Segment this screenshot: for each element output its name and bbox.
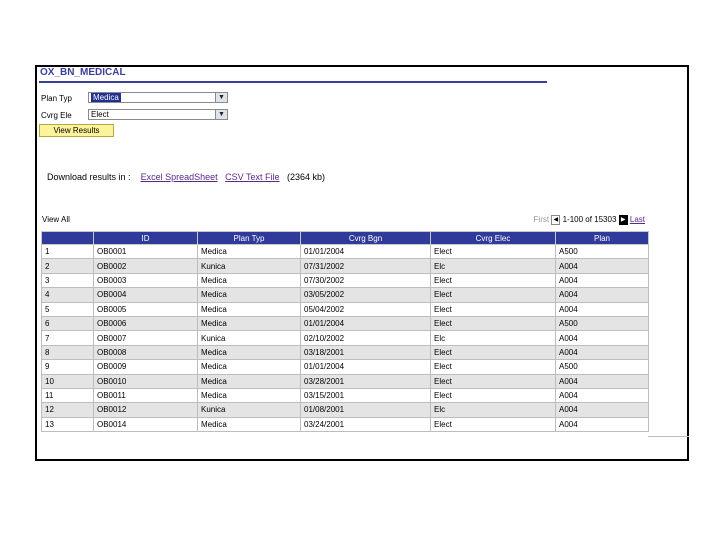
row-number-cell: 2 <box>42 259 94 273</box>
file-size: (2364 kb) <box>287 172 326 182</box>
view-results-button[interactable]: View Results <box>39 124 114 137</box>
plan-cell: A500 <box>556 245 649 259</box>
page-title: OX_BN_MEDICAL <box>40 67 126 78</box>
row-number-cell: 7 <box>42 331 94 345</box>
column-header-coverage-begin[interactable]: Cvrg Bgn <box>301 232 431 245</box>
pager <box>534 215 645 225</box>
coverage-elect-cell: Elc <box>431 259 556 273</box>
plan-type-cell: Medica <box>198 417 301 431</box>
table-row[interactable] <box>42 288 649 302</box>
plan-cell: A004 <box>556 259 649 273</box>
id-cell: OB0009 <box>94 360 198 374</box>
previous-page-icon[interactable]: ◀ <box>551 215 560 225</box>
row-number-cell: 13 <box>42 417 94 431</box>
plan-cell: A004 <box>556 403 649 417</box>
plan-type-value: Medica <box>93 93 119 102</box>
download-label: Download results in : <box>47 172 131 182</box>
plan-type-select[interactable] <box>88 92 228 103</box>
coverage-elect-select[interactable] <box>88 109 228 120</box>
coverage-elect-cell: Elc <box>431 331 556 345</box>
id-cell: OB0001 <box>94 245 198 259</box>
results-table <box>41 231 649 432</box>
plan-cell: A500 <box>556 360 649 374</box>
coverage-begin-cell: 03/28/2001 <box>301 374 431 388</box>
row-number-cell: 3 <box>42 273 94 287</box>
coverage-begin-cell: 03/05/2002 <box>301 288 431 302</box>
id-cell: OB0011 <box>94 388 198 402</box>
table-row[interactable] <box>42 273 649 287</box>
plan-type-cell: Kunica <box>198 259 301 273</box>
column-header-plan[interactable]: Plan <box>556 232 649 245</box>
coverage-begin-cell: 05/04/2002 <box>301 302 431 316</box>
table-row[interactable] <box>42 374 649 388</box>
plan-type-cell: Kunica <box>198 331 301 345</box>
chevron-down-icon[interactable]: ▼ <box>215 110 227 119</box>
row-number-cell: 9 <box>42 360 94 374</box>
table-row[interactable] <box>42 360 649 374</box>
row-number-cell: 8 <box>42 345 94 359</box>
excel-download-link[interactable]: Excel SpreadSheet <box>140 172 218 182</box>
table-row[interactable] <box>42 302 649 316</box>
plan-cell: A004 <box>556 374 649 388</box>
row-number-cell: 11 <box>42 388 94 402</box>
coverage-begin-cell: 07/31/2002 <box>301 259 431 273</box>
id-cell: OB0012 <box>94 403 198 417</box>
coverage-begin-cell: 01/08/2001 <box>301 403 431 417</box>
coverage-begin-cell: 02/10/2002 <box>301 331 431 345</box>
column-header-plan-type[interactable]: Plan Typ <box>198 232 301 245</box>
table-row[interactable] <box>42 345 649 359</box>
first-page-link[interactable]: First <box>533 215 550 225</box>
coverage-elect-cell: Elect <box>431 374 556 388</box>
next-page-icon[interactable]: ▶ <box>619 215 628 225</box>
id-cell: OB0003 <box>94 273 198 287</box>
plan-cell: A500 <box>556 316 649 330</box>
plan-cell: A004 <box>556 331 649 345</box>
chevron-down-icon[interactable]: ▼ <box>215 93 227 102</box>
coverage-elect-cell: Elect <box>431 417 556 431</box>
coverage-elect-cell: Elect <box>431 345 556 359</box>
id-cell: OB0014 <box>94 417 198 431</box>
row-number-cell: 4 <box>42 288 94 302</box>
plan-type-cell: Medica <box>198 273 301 287</box>
column-header-id[interactable]: ID <box>94 232 198 245</box>
id-cell: OB0007 <box>94 331 198 345</box>
coverage-begin-cell: 01/01/2004 <box>301 360 431 374</box>
coverage-begin-cell: 01/01/2004 <box>301 245 431 259</box>
last-page-link[interactable]: Last <box>629 215 645 225</box>
plan-type-cell: Medica <box>198 245 301 259</box>
id-cell: OB0010 <box>94 374 198 388</box>
title-divider <box>39 81 547 83</box>
row-number-cell: 12 <box>42 403 94 417</box>
coverage-begin-cell: 01/01/2004 <box>301 316 431 330</box>
plan-cell: A004 <box>556 288 649 302</box>
plan-type-cell: Medica <box>198 360 301 374</box>
coverage-elect-cell: Elect <box>431 273 556 287</box>
row-number-cell: 6 <box>42 316 94 330</box>
plan-cell: A004 <box>556 273 649 287</box>
coverage-elect-cell: Elect <box>431 288 556 302</box>
coverage-begin-cell: 03/15/2001 <box>301 388 431 402</box>
plan-type-cell: Medica <box>198 388 301 402</box>
table-row[interactable] <box>42 316 649 330</box>
table-header-row <box>42 232 649 245</box>
download-row <box>47 172 325 182</box>
coverage-begin-cell: 03/24/2001 <box>301 417 431 431</box>
plan-type-cell: Medica <box>198 374 301 388</box>
table-row[interactable] <box>42 331 649 345</box>
coverage-elect-cell: Elect <box>431 245 556 259</box>
table-row[interactable] <box>42 417 649 431</box>
plan-cell: A004 <box>556 388 649 402</box>
plan-type-cell: Medica <box>198 302 301 316</box>
plan-type-cell: Medica <box>198 316 301 330</box>
plan-type-cell: Kunica <box>198 403 301 417</box>
plan-cell: A004 <box>556 417 649 431</box>
coverage-begin-cell: 03/18/2001 <box>301 345 431 359</box>
table-row[interactable] <box>42 388 649 402</box>
plan-type-cell: Medica <box>198 288 301 302</box>
coverage-elect-cell: Elc <box>431 403 556 417</box>
coverage-begin-cell: 07/30/2002 <box>301 273 431 287</box>
coverage-elect-cell: Elect <box>431 360 556 374</box>
report-panel <box>35 65 689 461</box>
view-all-link[interactable]: View All <box>42 215 70 224</box>
csv-download-link[interactable]: CSV Text File <box>225 172 280 182</box>
page-range: 1-100 of 15303 <box>562 215 617 225</box>
id-cell: OB0005 <box>94 302 198 316</box>
plan-type-label: Plan Typ <box>41 94 72 103</box>
row-number-cell: 10 <box>42 374 94 388</box>
id-cell: OB0004 <box>94 288 198 302</box>
table-row[interactable] <box>42 403 649 417</box>
coverage-elect-cell: Elect <box>431 316 556 330</box>
plan-cell: A004 <box>556 302 649 316</box>
plan-cell: A004 <box>556 345 649 359</box>
id-cell: OB0008 <box>94 345 198 359</box>
column-header-row-number <box>42 232 94 245</box>
table-row[interactable] <box>42 259 649 273</box>
coverage-elect-cell: Elect <box>431 302 556 316</box>
coverage-elect-value: Elect <box>91 110 109 119</box>
coverage-elect-cell: Elect <box>431 388 556 402</box>
column-header-coverage-elect[interactable]: Cvrg Elec <box>431 232 556 245</box>
row-number-cell: 5 <box>42 302 94 316</box>
id-cell: OB0002 <box>94 259 198 273</box>
row-number-cell: 1 <box>42 245 94 259</box>
divider <box>648 436 689 437</box>
table-row[interactable] <box>42 245 649 259</box>
id-cell: OB0006 <box>94 316 198 330</box>
coverage-elect-label: Cvrg Ele <box>41 111 72 120</box>
plan-type-cell: Medica <box>198 345 301 359</box>
